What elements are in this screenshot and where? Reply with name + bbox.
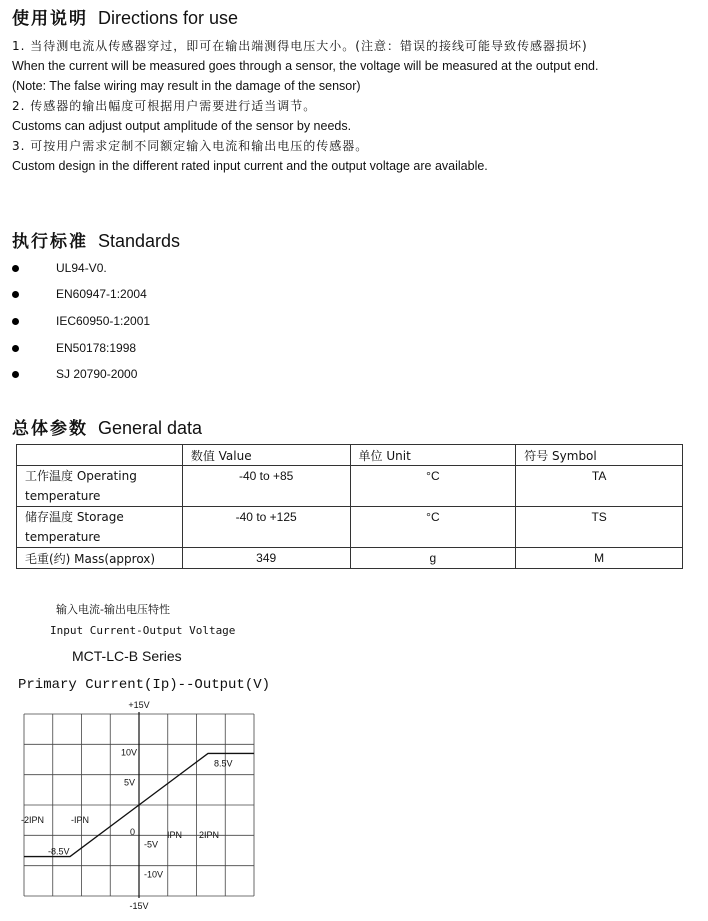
table-header-cell: 符号 Symbol: [516, 445, 683, 466]
x-tick-label: 2IPN: [199, 830, 220, 840]
y-tick-label: 5V: [123, 777, 135, 788]
directions-title-en: Directions for use: [98, 8, 239, 28]
table-cell-value: 349: [182, 548, 350, 569]
table-cell-param: 毛重(约) Mass(approx): [17, 548, 183, 569]
directions-line-2: When the current will be measured goes through a sensor, the voltage will be measured at the output end.: [12, 59, 599, 73]
directions-line-1: 1. 当待测电流从传感器穿过，即可在输出端测得电压大小。(注意：错误的接线可能导致传感器损坏): [12, 39, 588, 53]
chart-title: Primary Current(Ip)--Output(V): [18, 677, 271, 693]
table-cell-unit: g: [350, 548, 516, 569]
annotation-label: -8.5V: [48, 846, 70, 857]
standard-text: IEC60950-1:2001: [56, 314, 151, 328]
standard-text: EN50178:1998: [56, 341, 137, 355]
x-tick-label: IPN: [167, 830, 183, 840]
directions-line-6: 3. 可按用户需求定制不同额定输入电流和输出电压的传感器。: [12, 139, 369, 153]
param-line: temperature: [25, 530, 101, 544]
directions-line-7: Custom design in the different rated input current and the output voltage are available.: [12, 159, 488, 173]
series-label: MCT-LC-B Series: [72, 648, 182, 664]
directions-line-3: (Note: The false wiring may result in the damage of the sensor): [12, 79, 361, 93]
standards-title-en: Standards: [98, 231, 181, 251]
general-title-en: General data: [98, 418, 203, 438]
y-tick-label: -15V: [129, 901, 149, 911]
y-tick-label: -5V: [144, 839, 159, 850]
table-cell-symbol: TS: [516, 507, 683, 548]
table-header-cell: 数值 Value: [182, 445, 350, 466]
x-tick-label: 0: [129, 827, 135, 837]
annotation-label: 8.5V: [214, 758, 233, 769]
param-line: 储存温度 Storage: [25, 510, 124, 524]
standard-text: EN60947-1:2004: [56, 287, 147, 301]
param-line: temperature: [25, 489, 101, 503]
table-cell-unit: °C: [350, 466, 516, 507]
directions-title-cn: 使用说明: [12, 9, 88, 29]
table-cell-unit: °C: [350, 507, 516, 548]
table-cell-value: -40 to +85: [182, 466, 350, 507]
param-line: 工作温度 Operating: [25, 469, 137, 483]
chart-caption-en: Input Current-Output Voltage: [50, 624, 236, 637]
table-cell-symbol: M: [516, 548, 683, 569]
standards-title-cn: 执行标准: [12, 232, 88, 252]
y-tick-label: -10V: [144, 869, 164, 880]
y-tick-label: 10V: [120, 747, 137, 758]
table-header-cell: 单位 Unit: [350, 445, 516, 466]
y-tick-label: +15V: [128, 700, 150, 710]
general-title-cn: 总体参数: [12, 419, 88, 439]
table-cell-symbol: TA: [516, 466, 683, 507]
chart-caption-cn: 输入电流-输出电压特性: [56, 603, 170, 616]
directions-line-5: Customs can adjust output amplitude of the sensor by needs.: [12, 119, 352, 133]
directions-line-4: 2. 传感器的输出幅度可根据用户需要进行适当调节。: [12, 99, 317, 113]
standard-text: UL94-V0.: [56, 261, 107, 275]
table-cell-value: -40 to +125: [182, 507, 350, 548]
x-tick-label: -IPN: [71, 815, 89, 825]
x-tick-label: -2IPN: [21, 815, 45, 825]
standard-text: SJ 20790-2000: [56, 367, 138, 381]
